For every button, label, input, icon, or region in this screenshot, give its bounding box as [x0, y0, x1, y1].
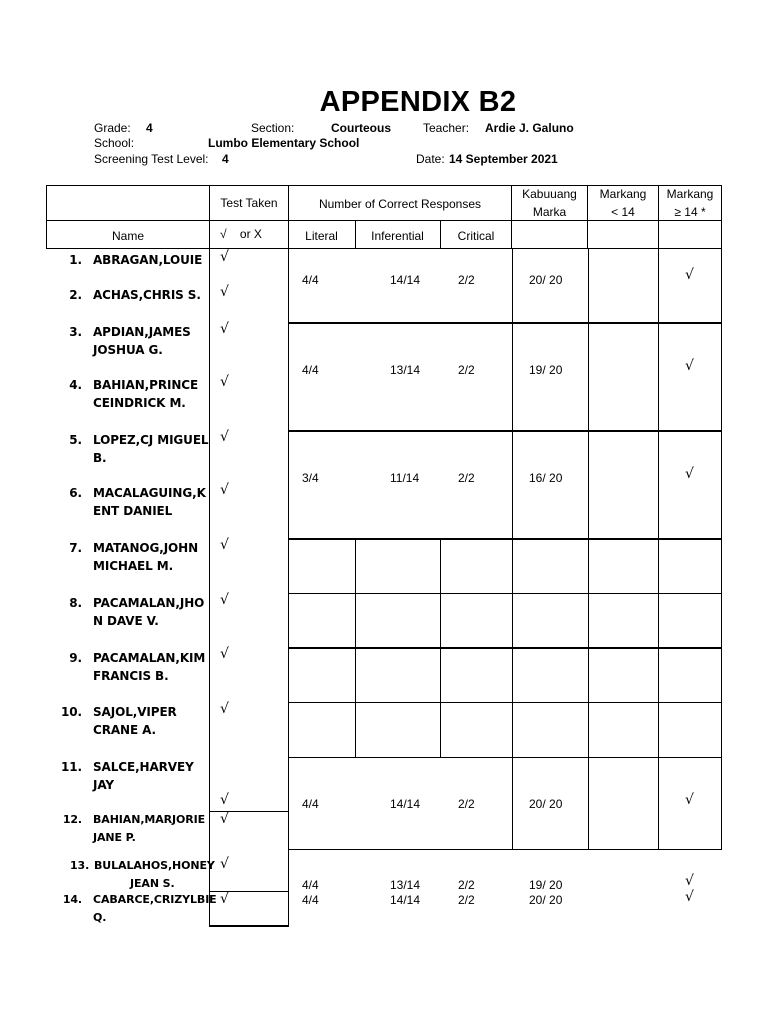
col-divider — [512, 248, 513, 850]
check-mark: √ — [220, 537, 229, 553]
student-name: SAJOL,VIPER — [93, 705, 177, 719]
date-label: Date: — [416, 152, 445, 166]
table-border-top — [46, 185, 722, 186]
score-total: 20/ 20 — [529, 797, 563, 811]
col-header-test-taken: Test Taken — [220, 196, 278, 210]
score-critical: 2/2 — [458, 878, 475, 892]
teacher-label: Teacher: — [423, 121, 470, 135]
check-mark: √ — [685, 889, 694, 905]
score-literal: 4/4 — [302, 878, 319, 892]
student-name-cont: ENT DANIEL — [93, 504, 173, 518]
check-mark: √ — [685, 466, 694, 482]
school-value: Lumbo Elementary School — [208, 136, 360, 150]
score-literal: 4/4 — [302, 363, 319, 377]
score-critical: 2/2 — [458, 893, 475, 907]
score-inferential: 11/14 — [390, 471, 420, 485]
check-mark: √ — [685, 267, 694, 283]
check-mark: √ — [685, 873, 694, 889]
student-name-cont: B. — [93, 451, 107, 465]
section-label: Section: — [251, 121, 295, 135]
student-number: 2. — [69, 288, 82, 302]
col-header-markang-ge-14: ≥ 14 * — [674, 205, 706, 219]
student-number: 4. — [69, 378, 82, 392]
student-name-cont: MICHAEL M. — [93, 559, 174, 573]
student-name: ABRAGAN,LOUIE — [93, 253, 203, 267]
check-mark: √ — [220, 891, 229, 907]
col-header-name: Name — [111, 229, 144, 243]
student-number: 11. — [61, 760, 82, 774]
score-literal: 3/4 — [302, 471, 319, 485]
grade-label: Grade: — [94, 121, 131, 135]
check-mark: √ — [220, 792, 229, 808]
student-name-cont: FRANCIS B. — [93, 669, 169, 683]
student-name: PACAMALAN,JHO — [93, 596, 205, 610]
score-total: 16/ 20 — [529, 471, 563, 485]
student-name-cont: JANE P. — [93, 831, 136, 844]
teacher-value: Ardie J. Galuno — [485, 121, 574, 135]
score-total: 20/ 20 — [529, 273, 563, 287]
header-divider — [46, 220, 722, 221]
score-total: 20/ 20 — [529, 893, 563, 907]
check-mark: √ — [685, 358, 694, 374]
table-border-bottom — [209, 925, 289, 927]
student-number: 3. — [69, 325, 82, 339]
student-number: 7. — [69, 541, 82, 555]
score-total: 19/ 20 — [529, 363, 563, 377]
section-value: Courteous — [331, 121, 391, 135]
screening-level-value: 4 — [222, 152, 229, 166]
header-bottom — [46, 248, 722, 249]
row-divider — [288, 538, 722, 540]
score-inferential: 13/14 — [390, 363, 421, 377]
score-critical: 2/2 — [458, 471, 475, 485]
student-number: 12. — [62, 813, 82, 826]
score-inferential: 13/14 — [390, 878, 421, 892]
student-name: BAHIAN,MARJORIE — [93, 813, 206, 826]
check-mark: √ — [220, 482, 229, 498]
student-number: 5. — [69, 433, 82, 447]
row-divider — [288, 322, 722, 324]
row-divider — [288, 430, 722, 432]
score-inferential: 14/14 — [390, 273, 421, 287]
screening-level-label: Screening Test Level: — [94, 152, 209, 166]
col-header-kabuuang: Kabuuang — [522, 187, 577, 201]
col-header-markang-lt-14: < 14 — [611, 205, 635, 219]
score-literal: 4/4 — [302, 893, 319, 907]
check-mark: √ — [220, 646, 229, 662]
col-divider — [288, 185, 289, 926]
row-divider — [288, 702, 722, 703]
col-header-correct-responses: Number of Correct Responses — [318, 197, 482, 211]
student-number: 14. — [62, 893, 82, 906]
score-critical: 2/2 — [458, 273, 475, 287]
student-name-cont: Q. — [93, 911, 107, 924]
student-number: 10. — [61, 705, 82, 719]
student-name: ACHAS,CHRIS S. — [93, 288, 201, 302]
row-divider — [288, 757, 722, 758]
grade-value: 4 — [146, 121, 153, 135]
score-inferential: 14/14 — [390, 797, 421, 811]
date-value: 14 September 2021 — [449, 152, 558, 166]
check-mark: √ — [220, 701, 229, 717]
col-divider — [658, 248, 659, 850]
score-total: 19/ 20 — [529, 878, 563, 892]
col-divider — [721, 248, 722, 850]
student-number: 1. — [69, 253, 82, 267]
student-name: LOPEZ,CJ MIGUEL — [93, 433, 209, 447]
check-mark: √ — [220, 284, 229, 300]
check-mark: √ — [220, 321, 229, 337]
student-name: CABARCE,CRIZYLBIE — [93, 893, 217, 906]
check-mark: √ — [685, 792, 694, 808]
student-name-cont: CRANE A. — [93, 723, 157, 737]
student-name-cont: JEAN S. — [130, 877, 175, 890]
student-name-cont: N DAVE V. — [93, 614, 159, 628]
col-header-check-or-x: √ or X — [220, 227, 262, 241]
check-mark: √ — [220, 592, 229, 608]
student-number: 13. — [70, 859, 90, 872]
score-critical: 2/2 — [458, 797, 475, 811]
page-title: APPENDIX B2 — [319, 86, 517, 118]
check-mark: √ — [220, 374, 229, 390]
student-name: BAHIAN,PRINCE — [93, 378, 199, 392]
col-header-literal: Literal — [305, 229, 338, 243]
check-mark: √ — [220, 856, 229, 872]
check-mark: √ — [220, 811, 229, 827]
row-divider — [288, 647, 722, 649]
student-name-cont: CEINDRICK M. — [93, 396, 186, 410]
col-header-markang-lt: Markang — [599, 187, 647, 201]
school-label: School: — [94, 136, 135, 150]
check-mark: √ — [220, 429, 229, 445]
score-critical: 2/2 — [458, 363, 475, 377]
student-number: 6. — [69, 486, 82, 500]
student-name: MACALAGUING,K — [93, 486, 206, 500]
col-header-kabuuang-marka: Marka — [532, 205, 567, 219]
score-inferential: 14/14 — [390, 893, 421, 907]
col-divider — [588, 248, 589, 850]
student-name-cont: JAY — [93, 778, 114, 792]
student-name: APDIAN,JAMES — [93, 325, 191, 339]
col-header-critical: Critical — [457, 229, 495, 243]
student-name: MATANOG,JOHN — [93, 541, 199, 555]
score-literal: 4/4 — [302, 797, 319, 811]
col-divider — [209, 185, 210, 926]
student-name: BULALAHOS,HONEY — [94, 859, 215, 872]
student-name-cont: JOSHUA G. — [93, 343, 163, 357]
col-header-inferential: Inferential — [371, 229, 424, 243]
student-number: 8. — [69, 596, 82, 610]
col-header-markang-ge: Markang — [666, 187, 714, 201]
row-divider — [288, 849, 722, 850]
score-literal: 4/4 — [302, 273, 319, 287]
row-divider — [288, 593, 722, 594]
check-mark: √ — [220, 249, 229, 265]
student-name: SALCE,HARVEY — [93, 760, 194, 774]
student-name: PACAMALAN,KIM — [93, 651, 206, 665]
student-number: 9. — [69, 651, 82, 665]
